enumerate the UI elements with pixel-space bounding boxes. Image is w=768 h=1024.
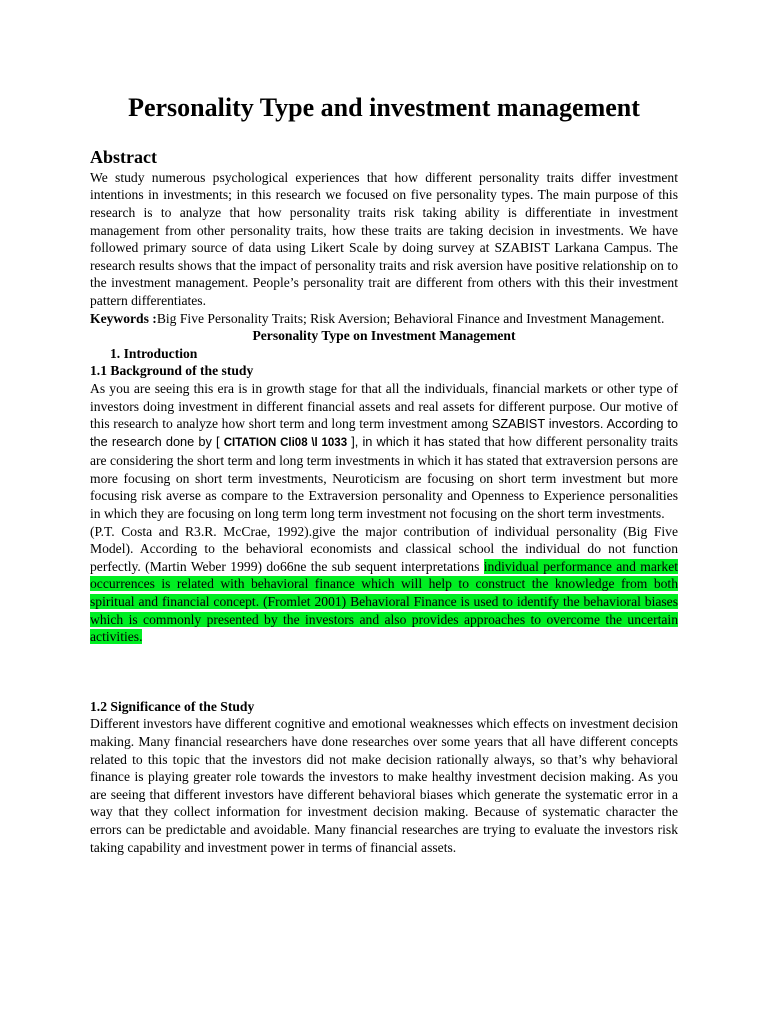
blank-space xyxy=(90,646,678,698)
background-heading: 1.1 Background of the study xyxy=(90,363,254,379)
section-title: Personality Type on Investment Management xyxy=(252,328,516,344)
abstract-heading: Abstract xyxy=(90,147,157,168)
background-p1-sans-text-2: ], in which it has xyxy=(347,433,445,449)
significance-text: Different investors have different cognitive and emotional weaknesses which effects on investment decision making. Many financial researchers have done researches over some years that all have different concepts related to this topic that the investors did not make decision rationally always, so that’s why behavioral finance is playing greater role towards the investors to make healthy investment decision making. As you are seeing that different investors have different behavioral biases which generate the systematic error in a way that they collect information for investment decision making. Because of systematic character the errors can be predictable and avoidable. Many financial researches are trying to evaluate the investors risk taking capability and investment power in terms of financial assets. xyxy=(90,716,678,855)
background-p1-text-b: stated that how different personality traits are considering the short term and long term investments in which it has stated that extraversion persons are more focusing on short term investments, Neuroticism are focusing on short term investment but more focusing risk averse as compare to the Extraversion personality and Openness to Experience personalities in which they are focusing on long term long term investment not focusing on the short term investments. xyxy=(90,433,679,522)
background-paragraph-2 xyxy=(90,523,678,646)
background-p1-text-a: As you are seeing this era is in growth stage for that all the individuals, financial markets or other type of investors doing investment in different financial assets and real assets for different purpose. Our motive of this research to analyze how short term and long term investment among xyxy=(90,380,678,432)
abstract-text: We study numerous psychological experiences that how different personality traits differ investment intentions in investments; in this research we focused on five personality types. The main purpose of this research is to analyze that how personality traits risk taking ability is differentiate in investment management from other personality traits, how these traits are taking decision in investments. We have followed primary source of data using Likert Scale by doing survey at SZABIST Larkana Campus. The research results shows that the impact of personality traits and risk aversion have positive relationship on to the investment management. People’s personality trait are different from others with this their investment pattern differentiates. xyxy=(90,169,678,308)
background-paragraph-1 xyxy=(90,380,678,523)
background-p1-sans-text: SZABIST investors. According to the research done by [ xyxy=(90,416,679,449)
introduction-heading: 1. Introduction xyxy=(110,345,198,361)
highlighted-text: individual performance and market occurrences is related with behavioral finance which will help to construct the knowledge from both spiritual and financial concept. (Fromlet 2001) Behavioral Finance is used to identify the behavioral biases which is commonly presented by the investors and also provides approaches to overcome the uncertain activities. xyxy=(90,558,679,645)
keywords-label: Keywords : xyxy=(90,310,157,326)
keywords-paragraph xyxy=(90,310,678,328)
background-p2-text: (P.T. Costa and R3.R. McCrae, 1992).give the major contribution of individual personality (Big Five Model). According to the behavioral economists and classical school the individual do not function perfectly. (Martin Weber 1999) do66ne the sub sequent interpretations xyxy=(90,523,678,574)
document-title: Personality Type and investment management xyxy=(128,93,640,122)
keywords-text: Big Five Personality Traits; Risk Aversion; Behavioral Finance and Investment Management. xyxy=(156,310,665,326)
significance-heading: 1.2 Significance of the Study xyxy=(90,698,255,714)
citation-field: CITATION Cli08 \l 1033 xyxy=(223,436,348,449)
